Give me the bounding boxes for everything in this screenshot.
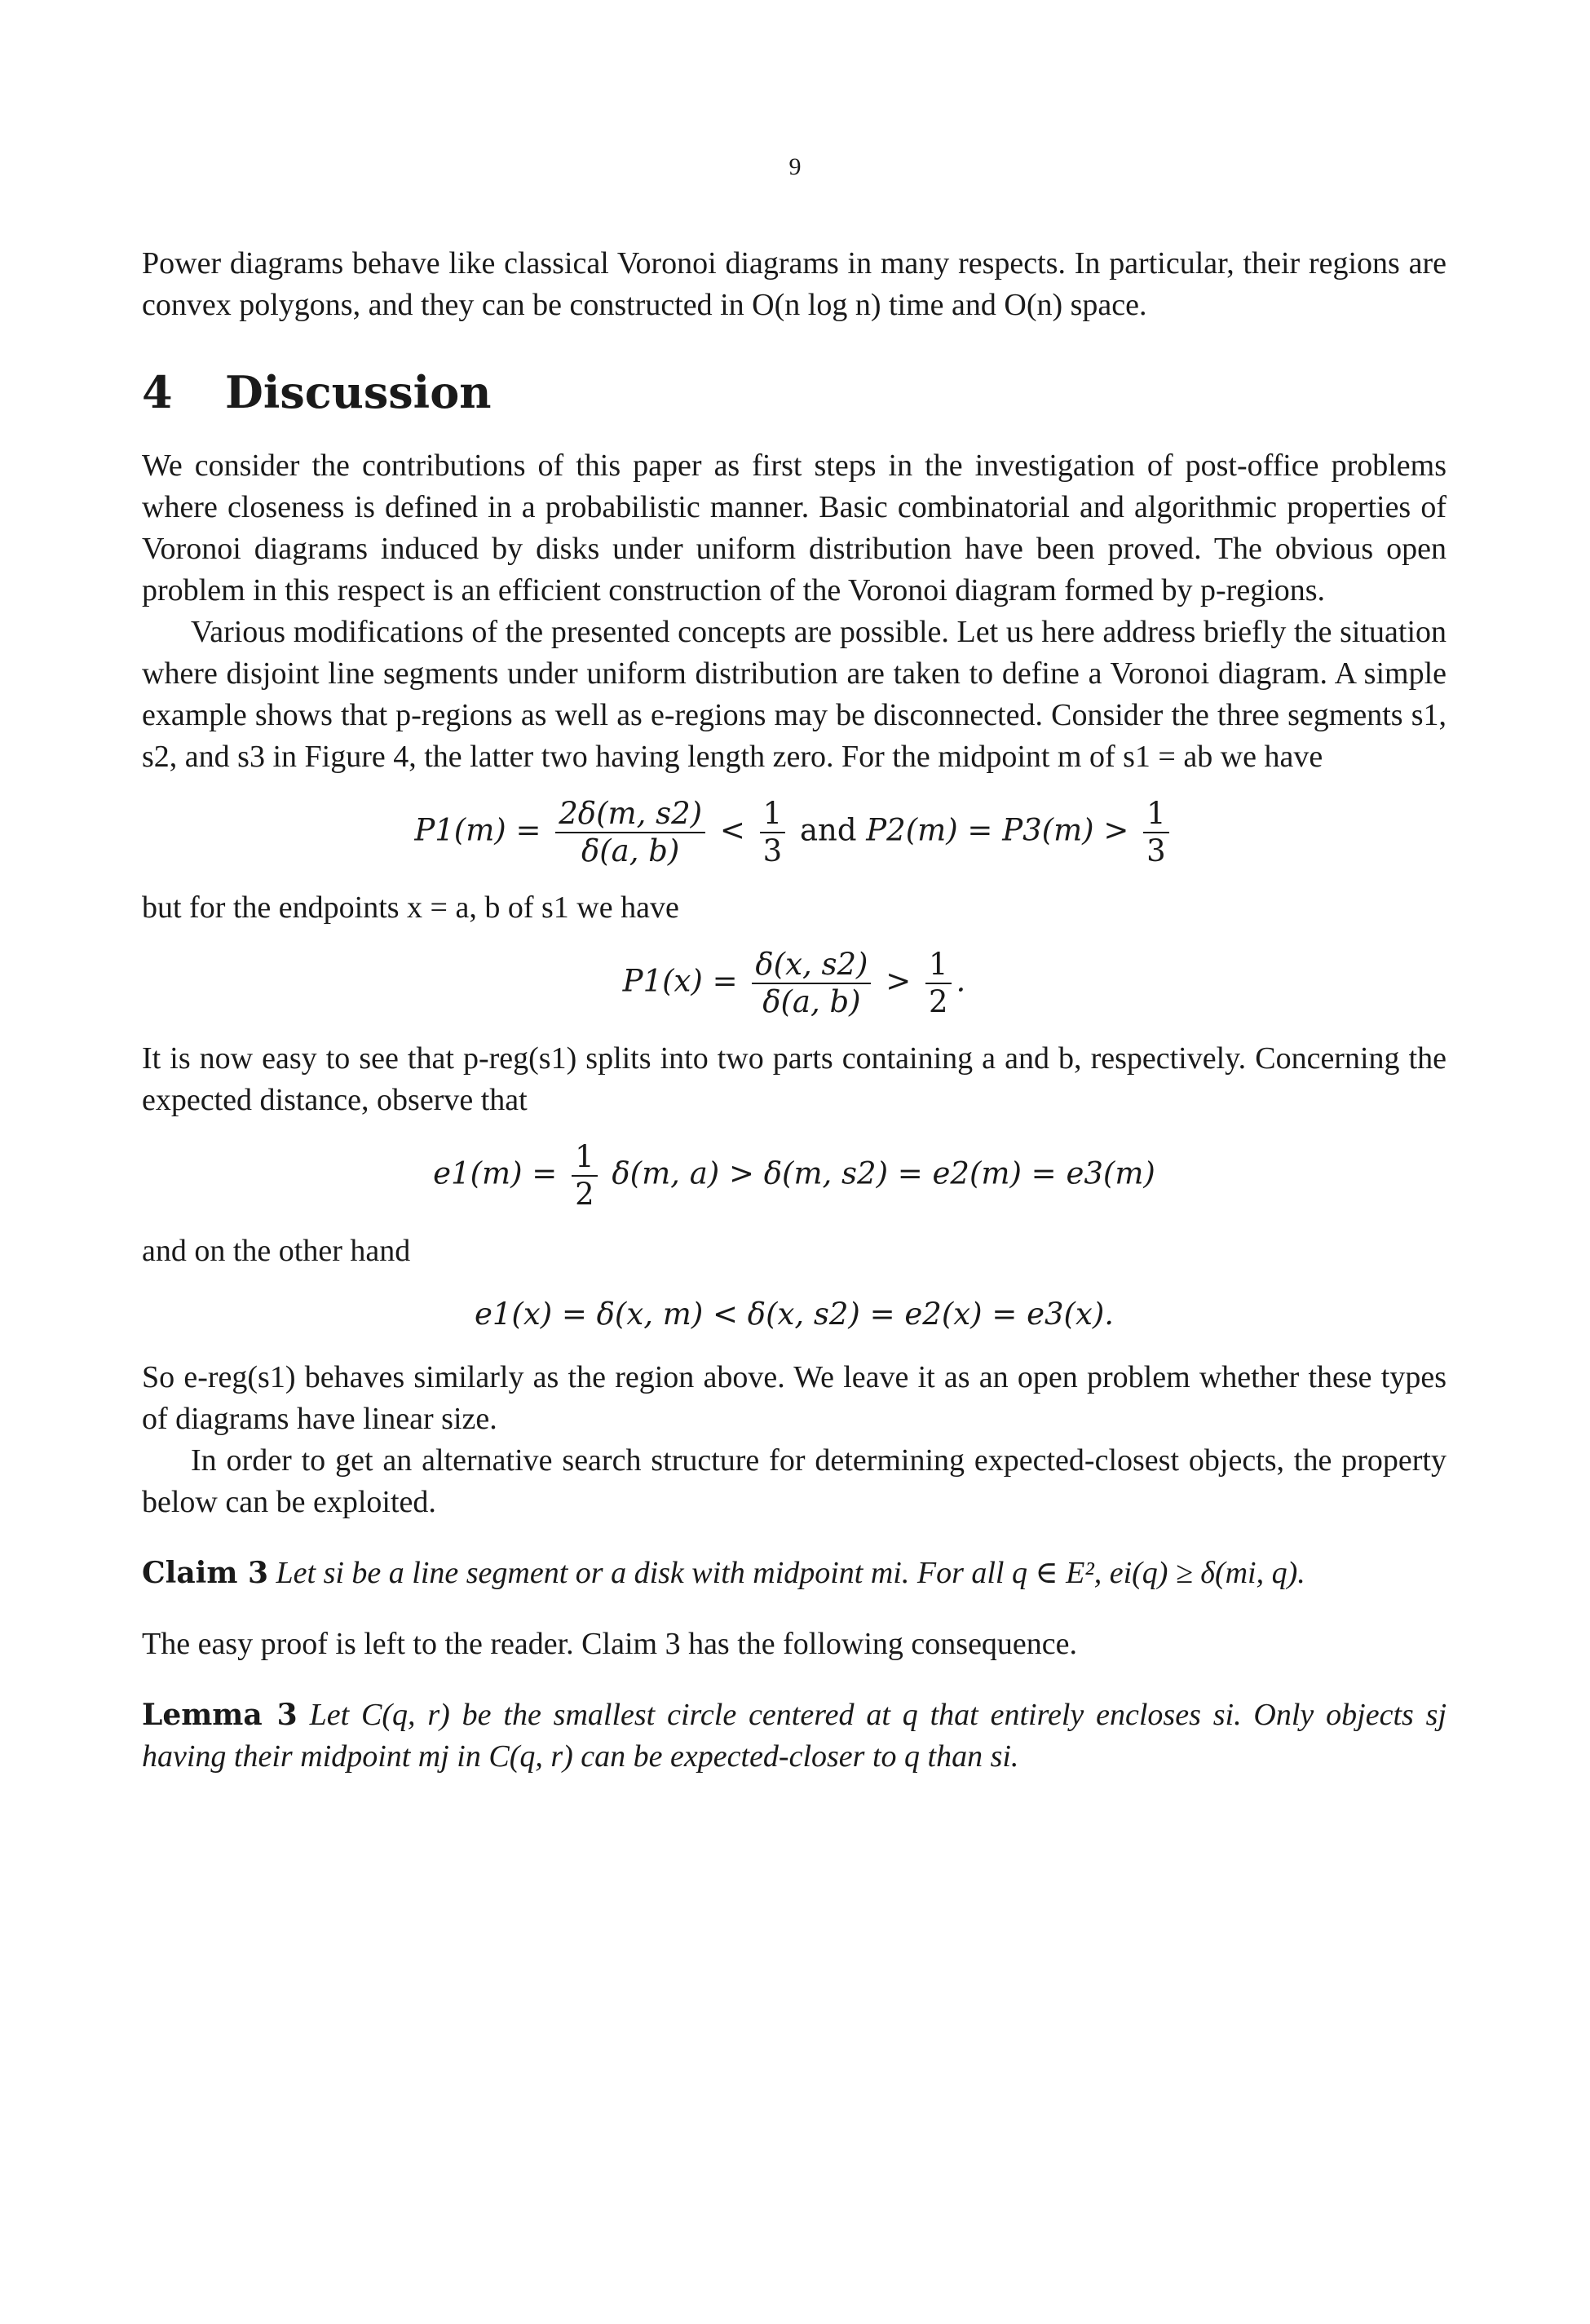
- paragraph-discussion-2: Various modifications of the presented concepts are possible. Let us here address briefly the situation where disjoint line segments under uniform distribution are taken to define a Voronoi diagram. A simple example shows that p-regions as well as e-regions may be disconnected. Consider the three segments s1, s2, and s3 in Figure 4, the latter two having length zero. For the midpoint m of s1 = ab we have: [142, 615, 1446, 774]
- eq1-relation: <: [719, 812, 745, 848]
- section-heading: [142, 364, 1446, 421]
- claim-label: Claim 3: [142, 1556, 269, 1590]
- eq2-one-half: [925, 947, 952, 1020]
- eq4-text: e1(x) = δ(x, m) < δ(x, s2) = e2(x) = e3(x).: [474, 1297, 1115, 1332]
- paragraph-other-hand: and on the other hand: [142, 1234, 411, 1268]
- eq1-rhs: P2(m) = P3(m) >: [866, 812, 1129, 848]
- eq1-one-b: 1: [1143, 796, 1169, 833]
- eq1-one-third-b: [1143, 796, 1169, 869]
- equation-e-endpoints: [142, 1290, 1446, 1339]
- eq3-two: 2: [575, 1177, 594, 1212]
- paragraph-alternative-search: In order to get an alternative search structure for determining expected-closest objects, the property below can be exploited.: [142, 1443, 1446, 1519]
- eq1-three-b: 3: [1146, 833, 1166, 868]
- eq1-fraction-denominator: δ(a, b): [581, 833, 680, 868]
- equation-p-endpoints: [142, 947, 1446, 1020]
- eq2-relation: >: [886, 963, 912, 999]
- eq2-fraction: [752, 947, 871, 1020]
- paragraph-ereg: So e-reg(s1) behaves similarly as the region above. We leave it as an open problem whether these types of diagrams have linear size.: [142, 1360, 1446, 1436]
- eq1-and: and: [799, 812, 857, 848]
- section-title: Discussion: [225, 366, 492, 418]
- paragraph-preg-split: It is now easy to see that p-reg(s1) splits into two parts containing a and b, respectively. Concerning the expected distance, observe that: [142, 1041, 1446, 1117]
- eq1-fraction: [555, 796, 705, 869]
- eq1-three-a: 3: [762, 833, 783, 868]
- eq3-one-half: [572, 1139, 598, 1213]
- lemma-3: [142, 1694, 1446, 1778]
- eq2-two: 2: [929, 984, 948, 1019]
- lemma-label: Lemma 3: [142, 1698, 298, 1732]
- eq1-lhs: P1(m) =: [414, 812, 541, 848]
- claim-3: [142, 1553, 1446, 1594]
- paragraph-endpoints: but for the endpoints x = a, b of s1 we have: [142, 890, 679, 925]
- eq2-one: 1: [925, 947, 952, 984]
- paragraph-discussion-1: We consider the contributions of this paper as first steps in the investigation of post-office problems where closeness is defined in a probabilistic manner. Basic combinatorial and algorithmic properties of Voronoi diagrams induced by disks under uniform distribution have been proved. The obvious open problem in this respect is an efficient construction of the Voronoi diagram formed by p-regions.: [142, 448, 1446, 608]
- page-number: 9: [788, 153, 802, 180]
- paragraph-power-diagrams: Power diagrams behave like classical Voronoi diagrams in many respects. In particular, their regions are convex polygons, and they can be constructed in O(n log n) time and O(n) space.: [142, 246, 1446, 322]
- eq1-fraction-numerator: 2δ(m, s2): [555, 796, 705, 833]
- eq1-one-third-a: [760, 796, 786, 869]
- eq2-lhs: P1(x) =: [622, 963, 738, 999]
- paragraph-proof: The easy proof is left to the reader. Claim 3 has the following consequence.: [142, 1627, 1078, 1661]
- eq2-period: .: [956, 963, 966, 999]
- claim-text: Let si be a line segment or a disk with midpoint mi. For all q ∈ E², ei(q) ≥ δ(mi, q).: [276, 1556, 1305, 1590]
- eq3-one: 1: [572, 1139, 598, 1177]
- equation-p-midpoint: [142, 796, 1446, 869]
- page-body: [142, 243, 1446, 1778]
- eq2-fraction-numerator: δ(x, s2): [752, 947, 871, 984]
- equation-e-midpoint: [142, 1139, 1446, 1213]
- eq3-rhs: δ(m, a) > δ(m, s2) = e2(m) = e3(m): [612, 1155, 1155, 1191]
- eq3-lhs: e1(m) =: [433, 1155, 558, 1191]
- eq2-fraction-denominator: δ(a, b): [762, 984, 861, 1019]
- section-number: 4: [142, 366, 173, 418]
- lemma-text: Let C(q, r) be the smallest circle centered at q that entirely encloses si. Only objects sj having their midpoint mj in C(q, r) can be expected-closer to q than si.: [142, 1698, 1447, 1774]
- eq1-one-a: 1: [760, 796, 786, 833]
